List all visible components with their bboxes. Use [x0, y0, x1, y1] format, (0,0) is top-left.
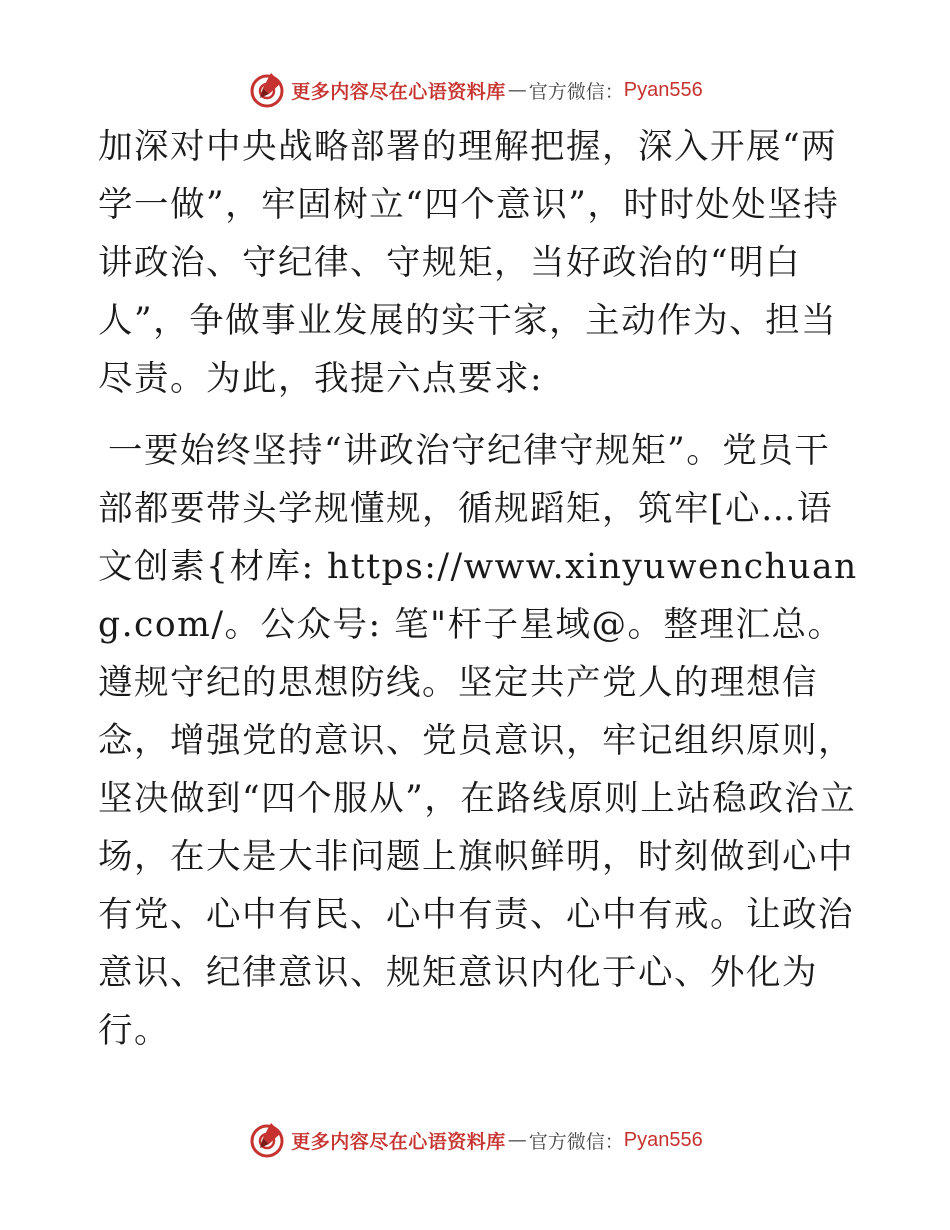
- footer-site-name: 更多内容尽在心语资料库: [291, 1130, 506, 1153]
- header-dash: —: [507, 79, 527, 101]
- paragraph-requirement-one: 一要始终坚持“讲政治守纪律守规矩”。党员干部都要带头学规懂规，循规蹈矩，筑牢[心…语文创素{材库: https://www.xinyuwenchuang.com/。公众号: 笔"杆子星域@。整理汇总。遵规守纪的思想防线。坚定共产党人的理想信念，增强党的意识、党员意识，牢记组织原则，坚决做到“四个服从”，在路线原则上站稳政治立场，在大是大非问题上旗帜鲜明，时刻做到心中有党、心中有民、心中有责、心中有戒。让政治意识、纪律意识、规矩意识内化于心、外化为行。: [98, 431, 858, 1051]
- header-banner: [0, 68, 950, 112]
- logo-icon: [247, 70, 287, 110]
- logo-icon: [247, 1120, 287, 1160]
- footer-dash: —: [507, 1129, 527, 1151]
- document-body: [98, 118, 858, 1060]
- header-site-name: 更多内容尽在心语资料库: [291, 80, 506, 103]
- header-wechat-label: 官方微信：: [528, 80, 624, 103]
- paragraph-intro: 加深对中央战略部署的理解把握，深入开展“两学一做”，牢固树立“四个意识”，时时处处坚持讲政治、守纪律、守规矩，当好政治的“明白人”，争做事业发展的实干家，主动作为、担当尽责。为此，我提六点要求:: [98, 127, 840, 399]
- footer-banner: [0, 1118, 950, 1162]
- footer-wechat-id: Pyan556: [623, 1128, 703, 1151]
- header-wechat-id: Pyan556: [623, 78, 703, 101]
- footer-wechat-label: 官方微信：: [528, 1130, 624, 1153]
